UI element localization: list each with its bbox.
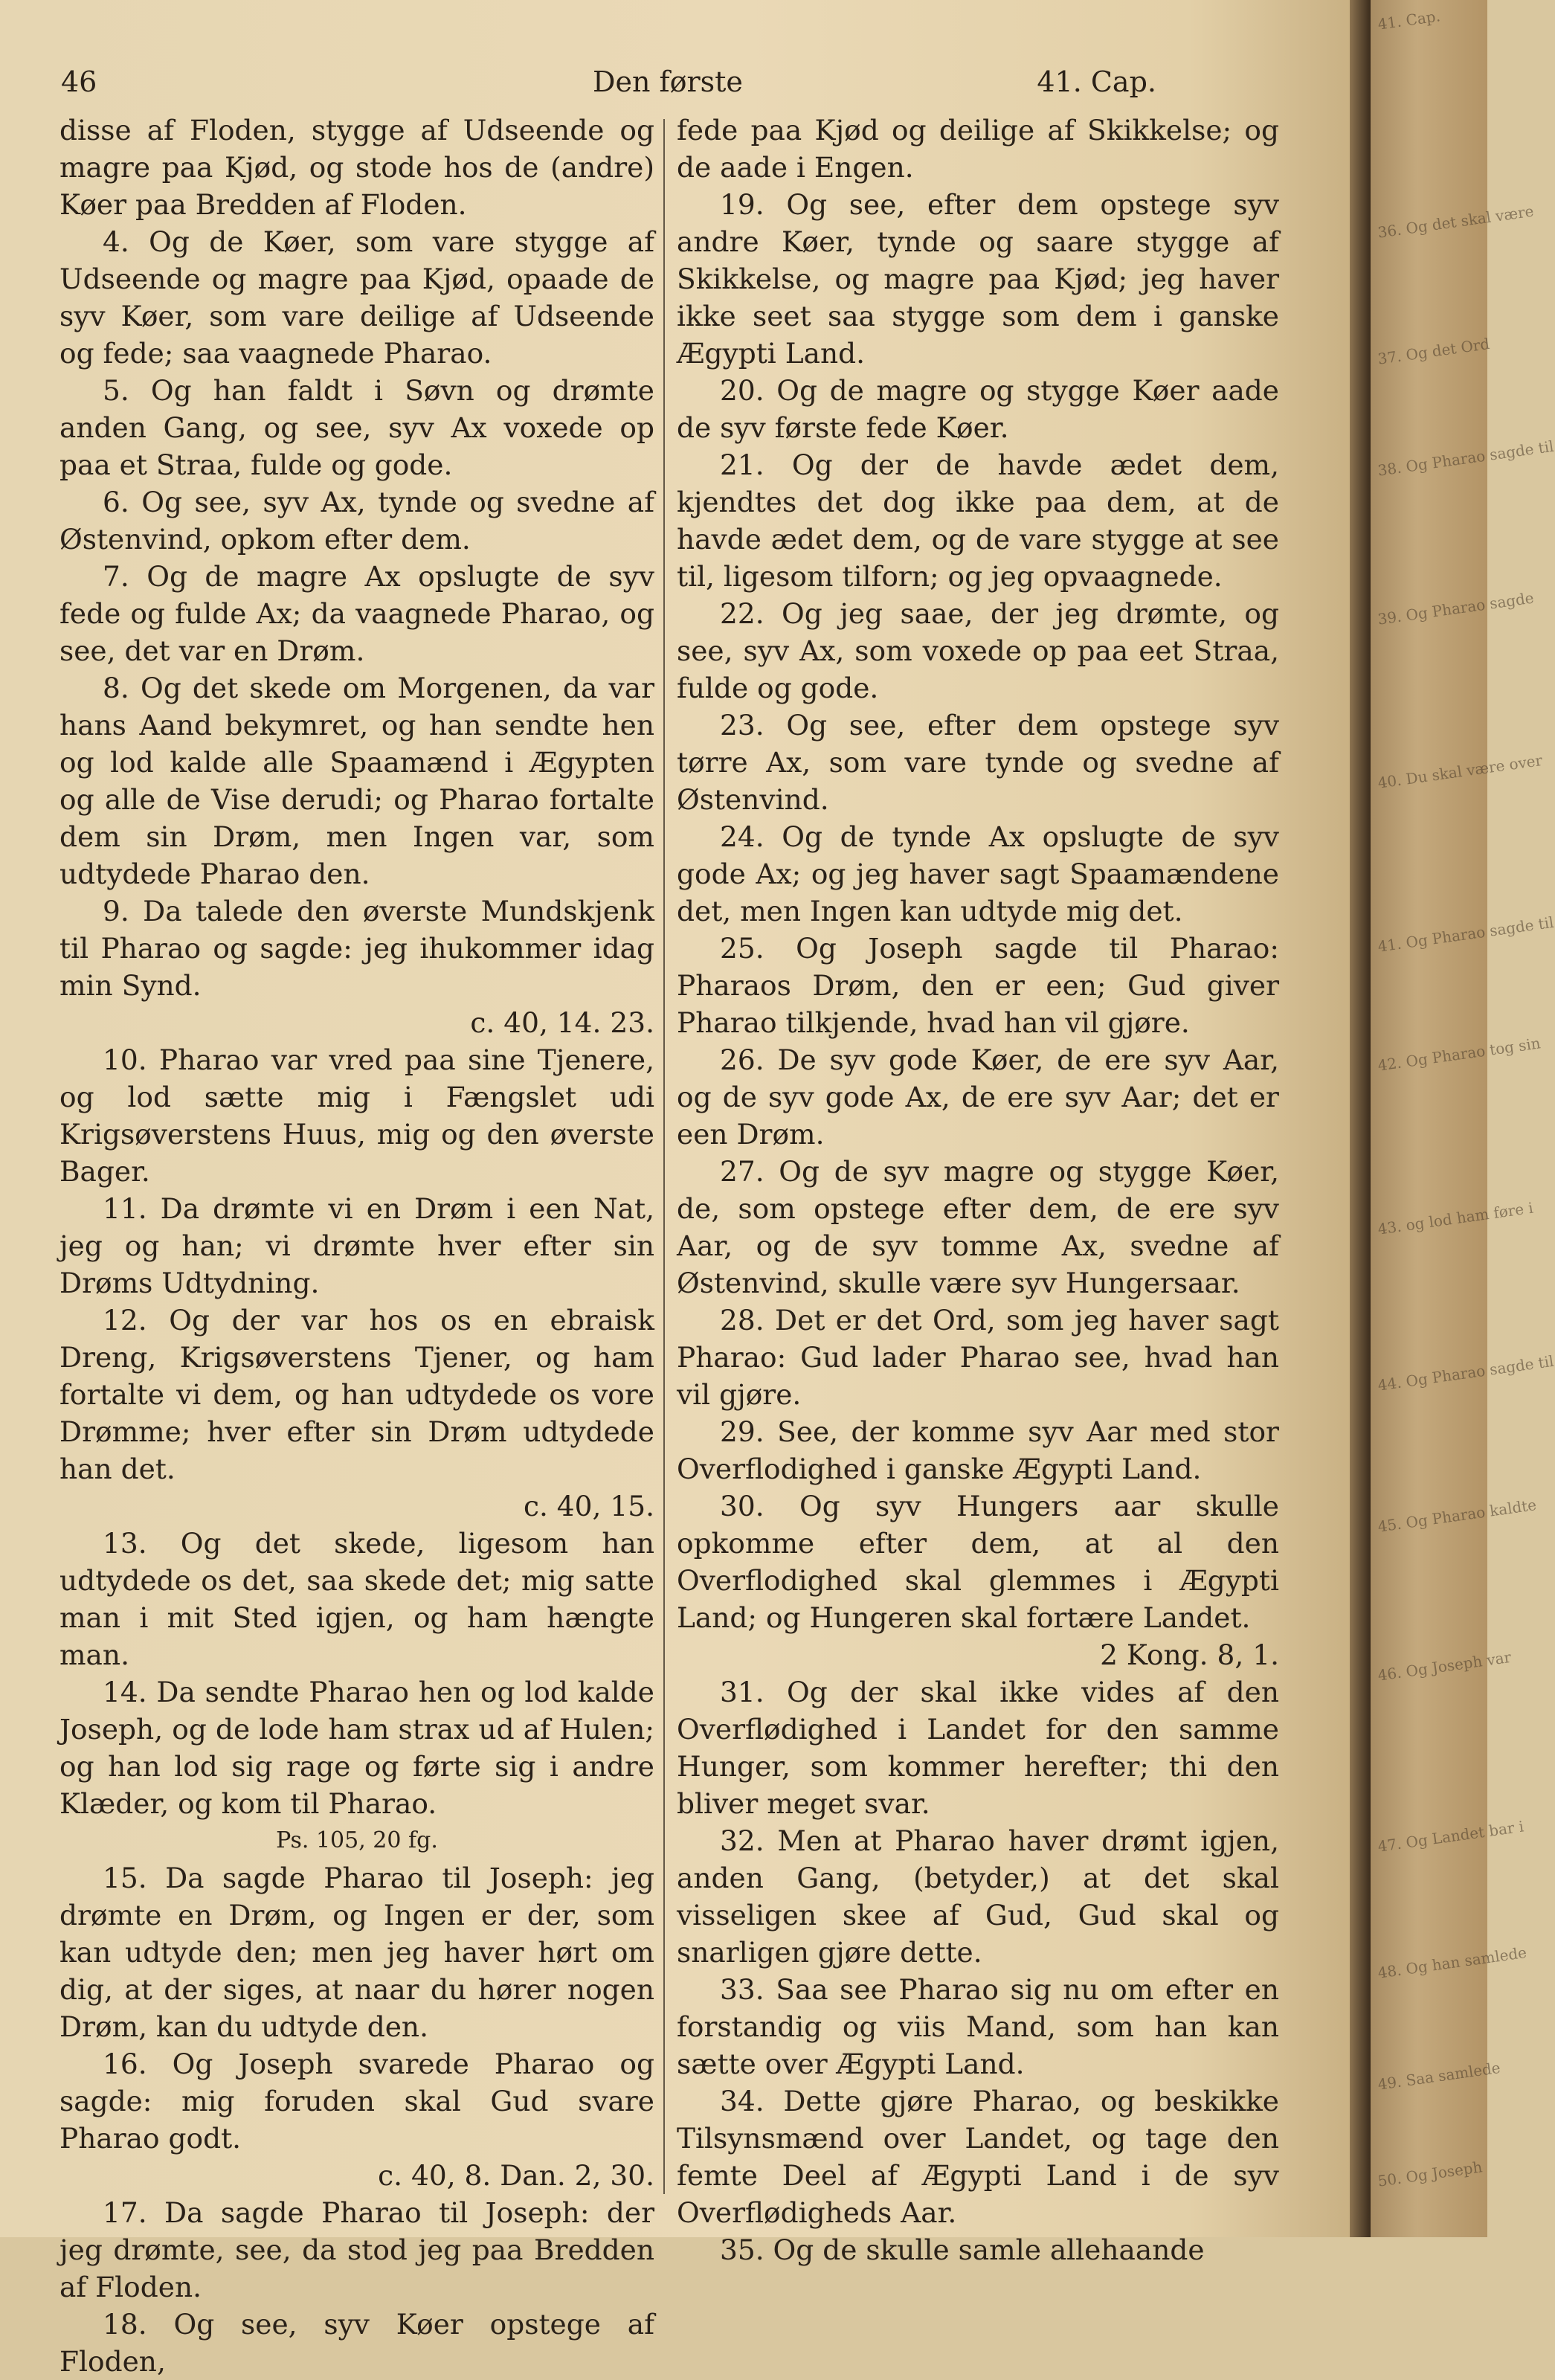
cross-reference: c. 40, 14. 23. xyxy=(470,1006,654,1039)
verse-35: 35. Og de skulle samle allehaande xyxy=(720,2233,1205,2266)
verse-26: 26. De syv gode Køer, de ere syv Aar, og de syv gode Ax, de ere syv Aar; det er een Drøm. xyxy=(677,1043,1279,1151)
verse-15: 15. Da sagde Pharao til Joseph: jeg drømte en Drøm, og Ingen er der, som kan udtyde den; men jeg haver hørt om dig, at der siges, at naar du hører nogen Drøm, kan du udtyde den. xyxy=(59,1862,654,2043)
verse-10: 10. Pharao var vred paa sine Tjenere, og lod sætte mig i Fængslet udi Krigsøverstens Huus, mig og den øverste Bager. xyxy=(59,1043,654,1188)
next-page-line: 36. Og det skal være xyxy=(1377,202,1535,242)
next-page-line: 48. Og han samlede xyxy=(1377,1943,1528,1982)
next-page-line: 49. Saa samlede xyxy=(1377,2058,1501,2094)
verse-4: 4. Og de Køer, som vare stygge af Udseende og magre paa Kjød, opaade de syv Køer, som vare deilige af Udseende og fede; saa vaagnede Pharao. xyxy=(59,225,654,370)
verse-21: 21. Og der de havde ædet dem, kjendtes det dog ikke paa dem, at de havde ædet dem, og de vare stygge at see til, ligesom tilforn; og jeg opvaagnede. xyxy=(677,448,1279,593)
next-page-edge xyxy=(1371,0,1555,2237)
verse-24: 24. Og de tynde Ax opslugte de syv gode Ax; og jeg haver sagt Spaamændene det, men Ingen kan udtyde mig det. xyxy=(677,820,1279,927)
next-page-line: 38. Og Pharao sagde til xyxy=(1377,437,1555,480)
verse-8: 8. Og det skede om Morgenen, da var hans Aand bekymret, og han sendte hen og lod kalde alle Spaamænd i Ægypten og alle de Vise derudi; og Pharao fortalte dem sin Drøm, men Ingen var, som udtydede Pharao den. xyxy=(59,672,654,890)
next-page-line: 42. Og Pharao tog sin xyxy=(1377,1034,1542,1075)
next-page-line: 45. Og Pharao kaldte xyxy=(1377,1496,1538,1536)
column-divider xyxy=(663,119,665,2194)
verse-7: 7. Og de magre Ax opslugte de syv fede og fulde Ax; da vaagnede Pharao, og see, det var en Drøm. xyxy=(59,560,654,667)
verse-32: 32. Men at Pharao haver drømt igjen, anden Gang, (betyder,) at det skal visseligen skee af Gud, Gud skal og snarligen gjøre dette. xyxy=(677,1824,1279,1969)
verse-31: 31. Og der skal ikke vides af den Overflødighed i Landet for den samme Hunger, som kommer herefter; thi den bliver meget svar. xyxy=(677,1676,1279,1820)
running-header xyxy=(61,65,1156,104)
cross-reference: c. 40, 8. Dan. 2, 30. xyxy=(378,2159,654,2192)
verse-20: 20. Og de magre og stygge Køer aade de syv første fede Køer. xyxy=(677,374,1279,444)
verse-6: 6. Og see, syv Ax, tynde og svedne af Østenvind, opkom efter dem. xyxy=(59,486,654,556)
next-page-line: 41. Cap. xyxy=(1377,7,1442,33)
cross-reference: Ps. 105, 20 fg. xyxy=(276,1827,438,1853)
verse-30: 30. Og syv Hungers aar skulle opkomme efter dem, at al den Overflodighed skal glemmes i Ægypti Land; og Hungeren skal fortære Landet. xyxy=(677,1490,1279,1634)
next-page-line: 50. Og Joseph xyxy=(1377,2158,1484,2190)
verse-continuation: disse af Floden, stygge af Udseende og magre paa Kjød, og stode hos de (andre) Køer paa Bredden af Floden. xyxy=(59,114,654,221)
verse-34: 34. Dette gjøre Pharao, og beskikke Tilsynsmænd over Landet, og tage den femte Deel af Ægypti Land i de syv Overflødigheds Aar. xyxy=(677,2085,1279,2229)
verse-22: 22. Og jeg saae, der jeg drømte, og see, syv Ax, som voxede op paa eet Straa, fulde og gode. xyxy=(677,597,1279,704)
next-page-line: 40. Du skal være over xyxy=(1377,750,1544,792)
verse-12: 12. Og der var hos os en ebraisk Dreng, Krigsøverstens Tjener, og ham fortalte vi dem, og han udtydede os vore Drømme; hver efter sin Drøm udtydede han det. xyxy=(59,1304,654,1485)
right-column xyxy=(677,112,1279,2268)
verse-29: 29. See, der komme syv Aar med stor Overflodighed i ganske Ægypti Land. xyxy=(677,1415,1279,1485)
next-page-line: 44. Og Pharao sagde til xyxy=(1377,1351,1555,1395)
verse-23: 23. Og see, efter dem opstege syv tørre Ax, som vare tynde og svedne af Østenvind. xyxy=(677,709,1279,816)
cross-reference: 2 Kong. 8, 1. xyxy=(1100,1638,1279,1671)
verse-17: 17. Da sagde Pharao til Joseph: der jeg drømte, see, da stod jeg paa Bredden af Floden. xyxy=(59,2196,654,2303)
next-page-line: 43. og lod ham føre i xyxy=(1377,1198,1535,1238)
cross-reference: c. 40, 15. xyxy=(523,1490,654,1522)
verse-14: 14. Da sendte Pharao hen og lod kalde Joseph, og de lode ham strax ud af Hulen; og han lod sig rage og førte sig i andre Klæder, og kom til Pharao. xyxy=(59,1676,654,1820)
next-page-line: 39. Og Pharao sagde xyxy=(1377,588,1535,628)
verse-13: 13. Og det skede, ligesom han udtydede os det, saa skede det; mig satte man i mit Sted igjen, og ham hængte man. xyxy=(59,1527,654,1671)
next-page-line: 46. Og Joseph var xyxy=(1377,1647,1513,1685)
verse-27: 27. Og de syv magre og stygge Køer, de, som opstege efter dem, de ere syv Aar, og de syv tomme Ax, svedne af Østenvind, skulle være syv Hungersaar. xyxy=(677,1155,1279,1299)
next-page-line: 41. Og Pharao sagde til xyxy=(1377,913,1555,956)
next-page-line: 47. Og Landet bar i xyxy=(1377,1817,1525,1856)
verse-33: 33. Saa see Pharao sig nu om efter en forstandig og viis Mand, som han kan sætte over Ægypti Land. xyxy=(677,1973,1279,2080)
verse-25: 25. Og Joseph sagde til Pharao: Pharaos Drøm, den er een; Gud giver Pharao tilkjende, hvad han vil gjøre. xyxy=(677,932,1279,1039)
book-title: Den første xyxy=(593,65,743,98)
page-number: 46 xyxy=(61,65,97,98)
verse-16: 16. Og Joseph svarede Pharao og sagde: mig foruden skal Gud svare Pharao godt. xyxy=(59,2048,654,2155)
verse-continuation: fede paa Kjød og deilige af Skikkelse; og de aade i Engen. xyxy=(677,114,1279,184)
left-column xyxy=(59,112,654,2380)
next-page-line: 37. Og det Ord xyxy=(1377,334,1491,368)
chapter-label: 41. Cap. xyxy=(1037,65,1156,98)
verse-9: 9. Da talede den øverste Mundskjenk til Pharao og sagde: jeg ihukommer idag min Synd. xyxy=(59,895,654,1002)
book-gutter xyxy=(1350,0,1371,2237)
verse-28: 28. Det er det Ord, som jeg haver sagt Pharao: Gud lader Pharao see, hvad han vil gjøre. xyxy=(677,1304,1279,1411)
verse-18: 18. Og see, syv Køer opstege af Floden, xyxy=(59,2308,654,2378)
verse-19: 19. Og see, efter dem opstege syv andre Køer, tynde og saare stygge af Skikkelse, og magre paa Kjød; jeg haver ikke seet saa stygge som dem i ganske Ægypti Land. xyxy=(677,188,1279,370)
verse-5: 5. Og han faldt i Søvn og drømte anden Gang, og see, syv Ax voxede op paa et Straa, fulde og gode. xyxy=(59,374,654,481)
verse-11: 11. Da drømte vi en Drøm i een Nat, jeg og han; vi drømte hver efter sin Drøms Udtydning. xyxy=(59,1192,654,1299)
